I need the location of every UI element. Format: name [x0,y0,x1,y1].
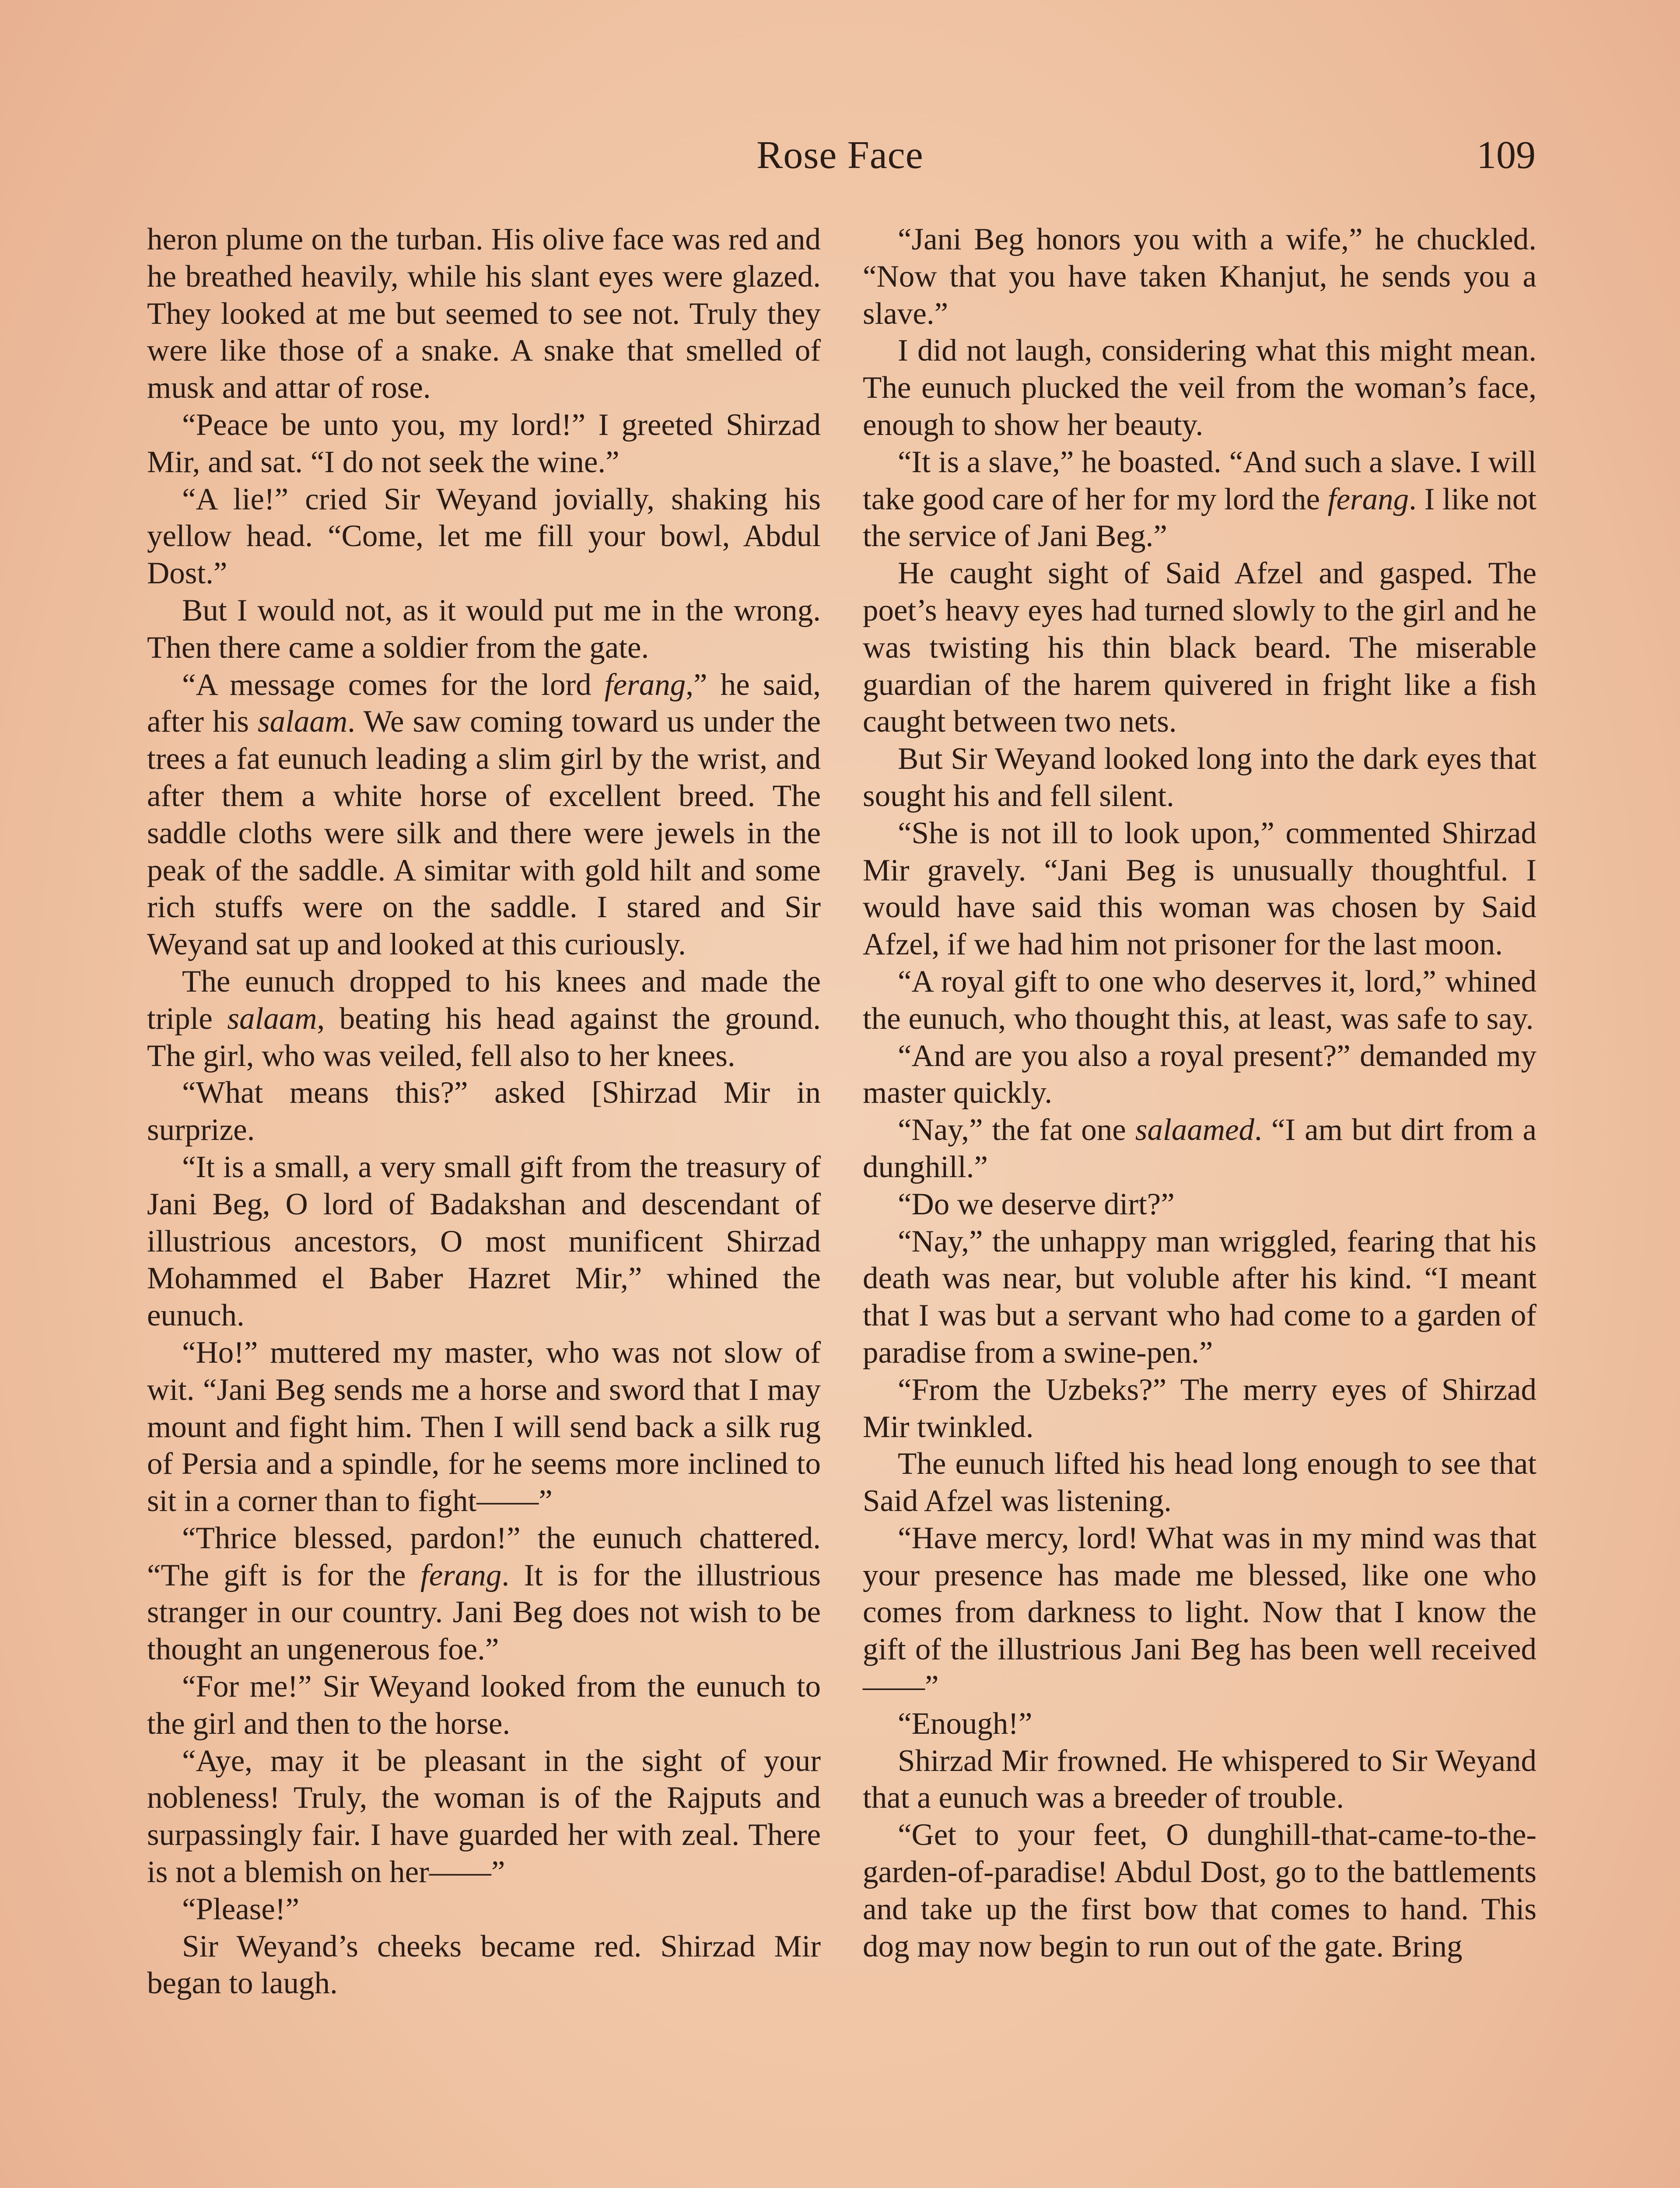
text-run: “She is not ill to look upon,” commented Shirzad Mir gravely. “Jani Beg is unusually thoughtful. I would have said this woman was chosen by Said Afzel, if we had him not prisoner for the last moon. [863,816,1536,962]
text-run: “It is a small, a very small gift from the treasury of Jani Beg, O lord of Badakshan and descendant of illustrious ancestors, O most munificent Shirzad Mohammed el Baber Hazret Mir,” whined the eunuch. [147,1150,821,1333]
italic-text: salaam [258,705,348,739]
paragraph [863,1371,1536,1446]
text-run: “Aye, may it be pleasant in the sight of your nobleness! Truly, the woman is of the Rajputs and surpassingly fair. I have guarded her with zeal. There is not a blemish on her——” [147,1743,821,1890]
text-run: The eunuch lifted his head long enough to see that Said Afzel was listening. [863,1447,1536,1518]
paragraph [863,1445,1536,1520]
paragraph [863,1112,1536,1186]
text-run: “Please!” [182,1892,300,1926]
text-run: “Nay,” the unhappy man wriggled, fearing that his death was near, but voluble after his kind. “I meant that I was but a servant who had come to a garden of paradise from a swine-pen.” [863,1224,1536,1370]
paragraph [147,1891,821,1928]
paragraph [863,740,1536,815]
paragraph [863,444,1536,555]
paragraph [147,1074,821,1149]
text-run: , beating his head against the ground. The girl, who was veiled, fell also to her knees. [147,1001,821,1073]
paragraph [863,1038,1536,1112]
text-run: “Get to your feet, O dunghill-that-came-to-the-garden-of-paradise! Abdul Dost, go to the battlements and take up the first bow that comes to hand. This dog may now begin to run out of the gate. Bring [863,1818,1536,1964]
paragraph [863,1223,1536,1371]
italic-text: salaamed [1135,1113,1255,1147]
paragraph [147,1668,821,1743]
text-run: But I would not, as it would put me in the wrong. Then there came a soldier from the gate. [147,593,821,665]
text-run: “Ho!” muttered my master, who was not slow of wit. “Jani Beg sends me a horse and sword that I may mount and fight him. Then I will send back a silk rug of Persia and a spindle, for he seems more inclined to sit in a corner than to fight——” [147,1335,821,1518]
paragraph [147,1743,821,1891]
italic-text: ferang [604,667,686,702]
running-title: Rose Face [756,133,924,177]
left-text-column [147,221,821,2002]
text-run: “Nay,” the fat one [898,1113,1135,1147]
text-run: “What means this?” asked [Shirzad Mir in surprize. [147,1076,821,1147]
text-run: ,” he said, after his [147,667,821,739]
page-header [144,127,1536,184]
text-run: But Sir Weyand looked long into the dark eyes that sought his and fell silent. [863,742,1536,813]
paragraph [147,963,821,1074]
text-run: “From the Uzbeks?” The merry eyes of Shirzad Mir twinkled. [863,1372,1536,1444]
text-run: The eunuch dropped to his knees and made the triple [147,964,821,1036]
text-run: . We saw coming toward us under the trees a fat eunuch leading a slim girl by the wrist, and after them a white horse of excellent breed. The saddle cloths were silk and there were jewels in the peak of the saddle. A simitar with gold hilt and some rich stuffs were on the saddle. I stared and Sir Weyand sat up and looked at this curiously. [147,705,821,962]
paragraph [863,1743,1536,1817]
italic-text: ferang [420,1558,502,1592]
paragraph [863,1520,1536,1705]
text-run: Sir Weyand’s cheeks became red. Shirzad Mir began to laugh. [147,1929,821,2001]
text-run: “Thrice blessed, pardon!” the eunuch chattered. “The gift is for the [147,1521,821,1592]
text-run: “A royal gift to one who deserves it, lord,” whined the eunuch, who thought this, at least, was safe to say. [863,964,1536,1036]
text-run: . It is for the illustrious stranger in our country. Jani Beg does not wish to be thought an ungenerous foe.” [147,1558,821,1667]
text-run: “Enough!” [898,1706,1032,1741]
text-run: “Have mercy, lord! What was in my mind was that your presence has made me blessed, like one who comes from darkness to light. Now that I know the gift of the illustrious Jani Beg has been well received——” [863,1521,1536,1704]
text-run: “Jani Beg honors you with a wife,” he chuckled. “Now that you have taken Khanjut, he sends you a slave.” [863,222,1536,331]
paragraph [863,1705,1536,1743]
text-run: . “I am but dirt from a dunghill.” [863,1113,1536,1184]
text-run: “Peace be unto you, my lord!” I greeted Shirzad Mir, and sat. “I do not seek the wine.” [147,407,821,479]
italic-text: salaam [227,1001,317,1036]
paragraph [863,221,1536,332]
paragraph [863,555,1536,740]
italic-text: ferang [1327,482,1409,516]
text-run: He caught sight of Said Afzel and gasped. The poet’s heavy eyes had turned slowly to the girl and he was twisting his thin black beard. The miserable guardian of the harem quivered in fright like a fish caught between two nets. [863,556,1536,739]
paragraph [863,815,1536,963]
right-text-column [863,221,1536,1965]
text-run: . I like not the service of Jani Beg.” [863,482,1537,554]
text-run: “A lie!” cried Sir Weyand jovially, shaking his yellow head. “Come, let me fill your bowl, Abdul Dost.” [147,482,821,591]
paragraph [147,1520,821,1668]
text-run: “And are you also a royal present?” demanded my master quickly. [863,1038,1536,1110]
paragraph [147,592,821,666]
text-run: Shirzad Mir frowned. He whispered to Sir Weyand that a eunuch was a breeder of trouble. [863,1743,1536,1815]
paragraph [863,1816,1536,1965]
paragraph [863,332,1536,443]
paragraph [147,481,821,592]
text-run: “It is a slave,” he boasted. “And such a slave. I will take good care of her for my lord the [863,445,1536,516]
text-run: “For me!” Sir Weyand looked from the eunuch to the girl and then to the horse. [147,1669,821,1741]
text-run: heron plume on the turban. His olive face was red and he breathed heavily, while his slant eyes were glazed. They looked at me but seemed to see not. Truly they were like those of a snake. A snake that smelled of musk and attar of rose. [147,222,821,405]
paragraph [147,221,821,407]
paragraph [147,1149,821,1334]
page-number: 109 [1477,133,1536,177]
text-run: “A message comes for the lord [182,667,605,702]
paragraph [863,963,1536,1038]
text-run: “Do we deserve dirt?” [898,1187,1175,1221]
paragraph [863,1186,1536,1223]
paragraph [147,407,821,481]
paragraph [147,1334,821,1520]
paragraph [147,1928,821,2002]
paragraph [147,666,821,963]
text-run: I did not laugh, considering what this might mean. The eunuch plucked the veil from the woman’s face, enough to show her beauty. [863,333,1536,442]
